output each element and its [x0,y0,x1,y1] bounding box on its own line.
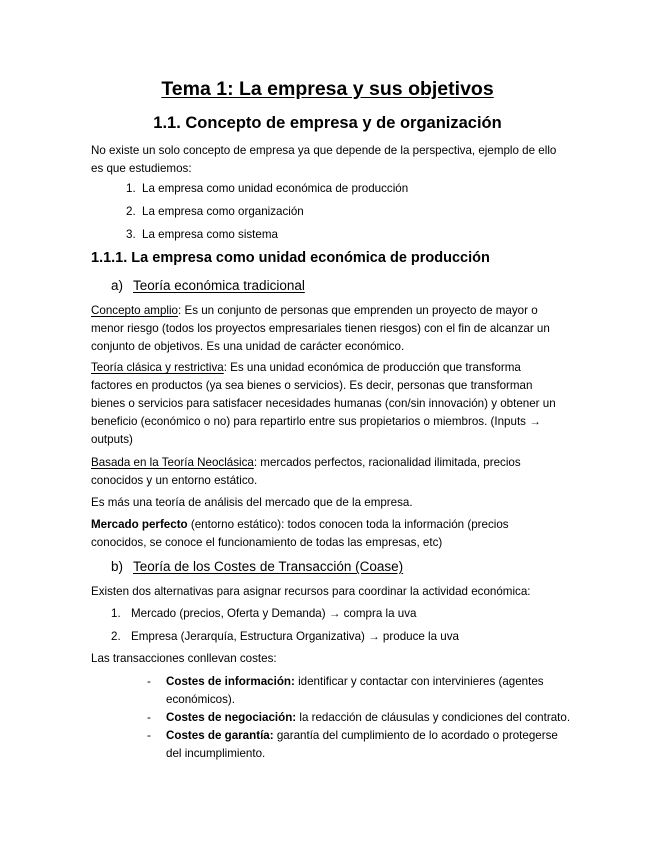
teoria-clasica-paragraph: Teoría clásica y restrictiva: Es una unidad económica de producción que transforma factores en productos (ya sea bienes o servicios). Es decir, personas que transforman bienes o servicios para satisfacer necesidades humanas (con/sin innovación) y obtener un beneficio (económico o no) para repartirlo entre sus propietarios o miembros. (Inputs → outputs) [91,361,556,446]
list-item: 1. Mercado (precios, Oferta y Demanda) → compra la uva [111,607,417,620]
intro-list [126,180,408,249]
intro-paragraph [91,142,556,178]
term: Mercado perfecto [91,518,188,531]
bullet-dash: - [147,711,151,724]
term: Teoría clásica y restrictiva [91,361,224,374]
section-heading: 1.1. Concepto de empresa y de organización [153,114,502,132]
bullet-dash: - [147,675,151,688]
costes-intro: Las transacciones conllevan costes: [91,652,277,665]
subsection-heading: 1.1.1. La empresa como unidad económica de producción [91,250,490,266]
term: Costes de información: [166,675,295,688]
coste-garantia: Costes de garantía: garantía del cumplimiento de lo acordado o protegerse del incumplimiento. [166,729,558,760]
list-item: 1. La empresa como unidad económica de producción [126,182,409,195]
neoclasica-paragraph: Basada en la Teoría Neoclásica: mercados perfectos, racionalidad ilimitada, precios conocidos y un entorno estático. [91,456,521,487]
analisis-paragraph: Es más una teoría de análisis del mercado que de la empresa. [91,496,413,509]
list-item: 2. La empresa como organización [126,205,304,218]
term: Costes de negociación: [166,711,297,724]
bullet-dash: - [147,729,151,742]
intro-line-2: es que estudiemos: [91,162,192,175]
mercado-perfecto-paragraph: Mercado perfecto (entorno estático): todos conocen toda la información (precios conocidos, se conoce el funcionamiento de todas las empresas, etc) [91,518,509,549]
concepto-amplio-paragraph: Concepto amplio: Es un conjunto de personas que emprenden un proyecto de mayor o menor riesgo (todos los proyectos empresariales tienen riesgos) con el fin de alcanzar un conjunto de objetivos. Es una unidad de carácter económico. [91,304,550,353]
part-b-heading: b) Teoría de los Costes de Transacción (Coase) [111,559,404,574]
term: Concepto amplio [91,304,179,317]
coste-negociacion: Costes de negociación: la redacción de cláusulas y condiciones del contrato. [166,711,571,724]
part-b-list [111,605,459,651]
list-item: 2. Empresa (Jerarquía, Estructura Organizativa) → produce la uva [111,630,459,643]
intro-line-1: No existe un solo concepto de empresa ya que depende de la perspectiva, ejemplo de ello [91,144,557,157]
list-item: 3. La empresa como sistema [126,228,278,241]
coste-informacion: Costes de información: identificar y contactar con intervinieres (agentes económicos). [166,675,544,706]
term: Costes de garantía: [166,729,274,742]
term: Basada en la Teoría Neoclásica [91,456,254,469]
part-b-intro: Existen dos alternativas para asignar recursos para coordinar la actividad económica: [91,585,531,598]
page-title: Tema 1: La empresa y sus objetivos [161,78,494,100]
part-a-heading: a) Teoría económica tradicional [111,278,305,293]
